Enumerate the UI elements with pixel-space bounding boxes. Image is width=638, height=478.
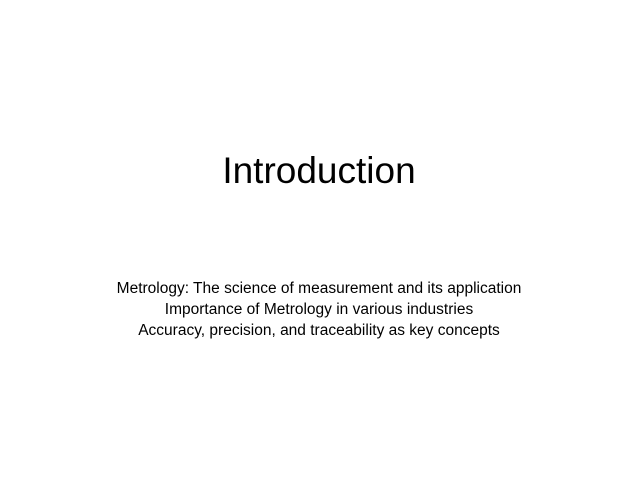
- bullet-list: [0, 278, 638, 341]
- bullet-item: Accuracy, precision, and traceability as key concepts: [138, 322, 500, 339]
- bullet-item: Importance of Metrology in various industries: [164, 301, 474, 318]
- slide-title: Introduction: [222, 150, 416, 191]
- bullet-item: Metrology: The science of measurement and its application: [116, 280, 522, 297]
